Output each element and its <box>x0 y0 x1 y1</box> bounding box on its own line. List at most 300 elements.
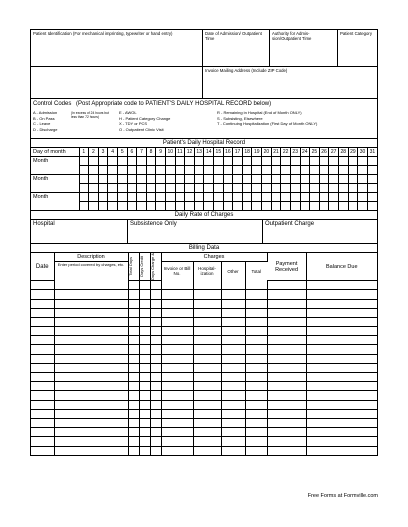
billing-entry-cell[interactable] <box>221 363 245 372</box>
day-entry-cell[interactable] <box>214 156 224 165</box>
billing-entry-cell[interactable] <box>128 345 139 354</box>
day-entry-cell[interactable] <box>262 174 272 183</box>
billing-entry-cell[interactable] <box>31 299 54 308</box>
billing-entry-cell[interactable] <box>193 308 221 317</box>
billing-entry-cell[interactable] <box>128 428 139 437</box>
billing-entry-cell[interactable] <box>306 363 377 372</box>
billing-entry-cell[interactable] <box>245 290 267 299</box>
day-entry-cell[interactable] <box>165 156 175 165</box>
billing-entry-cell[interactable] <box>128 391 139 400</box>
billing-entry-cell[interactable] <box>245 299 267 308</box>
billing-entry-cell[interactable] <box>161 354 193 363</box>
day-entry-cell[interactable] <box>146 192 156 201</box>
billing-entry-cell[interactable] <box>221 327 245 336</box>
day-entry-cell[interactable] <box>89 156 99 165</box>
billing-entry-cell[interactable] <box>139 290 150 299</box>
day-entry-cell[interactable] <box>348 165 358 174</box>
billing-entry-cell[interactable] <box>267 418 306 427</box>
billing-entry-cell[interactable] <box>161 317 193 326</box>
billing-entry-cell[interactable] <box>128 363 139 372</box>
day-entry-cell[interactable] <box>165 183 175 192</box>
billing-entry-cell[interactable] <box>245 373 267 382</box>
billing-entry-cell[interactable] <box>267 299 306 308</box>
day-entry-cell[interactable] <box>319 174 329 183</box>
day-entry-cell[interactable] <box>300 183 310 192</box>
billing-entry-cell[interactable] <box>139 308 150 317</box>
day-entry-cell[interactable] <box>329 165 339 174</box>
day-entry-cell[interactable] <box>242 156 252 165</box>
billing-entry-cell[interactable] <box>150 437 161 446</box>
day-entry-cell[interactable] <box>319 201 329 210</box>
billing-entry-cell[interactable] <box>150 308 161 317</box>
day-entry-cell[interactable] <box>79 183 89 192</box>
billing-entry-cell[interactable] <box>128 400 139 409</box>
day-entry-cell[interactable] <box>310 165 320 174</box>
day-entry-cell[interactable] <box>156 156 166 165</box>
billing-entry-cell[interactable] <box>31 391 54 400</box>
billing-entry-cell[interactable] <box>306 428 377 437</box>
billing-entry-cell[interactable] <box>245 308 267 317</box>
billing-entry-cell[interactable] <box>139 363 150 372</box>
day-entry-cell[interactable] <box>146 183 156 192</box>
day-entry-cell[interactable] <box>98 201 108 210</box>
day-entry-cell[interactable] <box>194 156 204 165</box>
billing-entry-cell[interactable] <box>139 317 150 326</box>
day-entry-cell[interactable] <box>194 174 204 183</box>
billing-entry-cell[interactable] <box>54 363 128 372</box>
billing-entry-cell[interactable] <box>150 336 161 345</box>
billing-entry-cell[interactable] <box>193 354 221 363</box>
billing-entry-cell[interactable] <box>306 327 377 336</box>
billing-entry-cell[interactable] <box>221 409 245 418</box>
day-entry-cell[interactable] <box>204 174 214 183</box>
day-entry-cell[interactable] <box>185 183 195 192</box>
billing-entry-cell[interactable] <box>193 336 221 345</box>
day-entry-cell[interactable] <box>117 201 127 210</box>
billing-entry-cell[interactable] <box>150 400 161 409</box>
day-entry-cell[interactable] <box>281 156 291 165</box>
day-entry-cell[interactable] <box>194 192 204 201</box>
day-entry-cell[interactable] <box>89 183 99 192</box>
billing-entry-cell[interactable] <box>306 336 377 345</box>
billing-entry-cell[interactable] <box>193 299 221 308</box>
day-entry-cell[interactable] <box>98 183 108 192</box>
day-entry-cell[interactable] <box>367 165 377 174</box>
billing-entry-cell[interactable] <box>31 382 54 391</box>
billing-entry-cell[interactable] <box>306 437 377 446</box>
day-entry-cell[interactable] <box>214 183 224 192</box>
day-entry-cell[interactable] <box>233 192 243 201</box>
day-entry-cell[interactable] <box>108 192 118 201</box>
patient-category-field[interactable]: Patient Category <box>340 31 373 36</box>
day-entry-cell[interactable] <box>79 174 89 183</box>
day-entry-cell[interactable] <box>310 192 320 201</box>
billing-entry-cell[interactable] <box>193 437 221 446</box>
billing-entry-cell[interactable] <box>31 354 54 363</box>
billing-entry-cell[interactable] <box>139 345 150 354</box>
day-entry-cell[interactable] <box>165 192 175 201</box>
billing-entry-cell[interactable] <box>54 281 128 290</box>
billing-entry-cell[interactable] <box>54 345 128 354</box>
outpatient-rate-field[interactable]: Outpatient Charge <box>265 221 315 227</box>
day-entry-cell[interactable] <box>204 165 214 174</box>
billing-entry-cell[interactable] <box>245 409 267 418</box>
billing-entry-cell[interactable] <box>193 281 221 290</box>
billing-entry-cell[interactable] <box>150 290 161 299</box>
billing-entry-cell[interactable] <box>161 290 193 299</box>
billing-entry-cell[interactable] <box>193 418 221 427</box>
day-entry-cell[interactable] <box>233 156 243 165</box>
billing-entry-cell[interactable] <box>31 345 54 354</box>
billing-entry-cell[interactable] <box>128 281 139 290</box>
billing-entry-cell[interactable] <box>221 382 245 391</box>
billing-entry-cell[interactable] <box>31 363 54 372</box>
day-entry-cell[interactable] <box>137 156 147 165</box>
billing-entry-cell[interactable] <box>221 317 245 326</box>
day-entry-cell[interactable] <box>271 192 281 201</box>
billing-entry-cell[interactable] <box>221 299 245 308</box>
day-entry-cell[interactable] <box>290 165 300 174</box>
billing-entry-cell[interactable] <box>54 391 128 400</box>
billing-entry-cell[interactable] <box>128 290 139 299</box>
day-entry-cell[interactable] <box>262 192 272 201</box>
billing-entry-cell[interactable] <box>221 336 245 345</box>
patient-identification-field[interactable]: Patient Identification (For mechanical imprinting, typewriter or hand entry) <box>31 30 203 66</box>
billing-entry-cell[interactable] <box>267 354 306 363</box>
billing-entry-cell[interactable] <box>54 373 128 382</box>
billing-entry-cell[interactable] <box>139 382 150 391</box>
billing-entry-cell[interactable] <box>306 446 377 455</box>
day-entry-cell[interactable] <box>319 192 329 201</box>
day-entry-cell[interactable] <box>300 192 310 201</box>
day-entry-cell[interactable] <box>358 183 368 192</box>
billing-entry-cell[interactable] <box>139 336 150 345</box>
billing-entry-cell[interactable] <box>193 345 221 354</box>
billing-entry-cell[interactable] <box>31 290 54 299</box>
billing-entry-cell[interactable] <box>128 299 139 308</box>
day-entry-cell[interactable] <box>156 165 166 174</box>
day-entry-cell[interactable] <box>271 174 281 183</box>
billing-entry-cell[interactable] <box>161 400 193 409</box>
day-entry-cell[interactable] <box>252 156 262 165</box>
day-entry-cell[interactable] <box>329 183 339 192</box>
billing-entry-cell[interactable] <box>306 382 377 391</box>
billing-entry-cell[interactable] <box>150 428 161 437</box>
day-entry-cell[interactable] <box>165 174 175 183</box>
day-entry-cell[interactable] <box>358 192 368 201</box>
billing-entry-cell[interactable] <box>267 308 306 317</box>
day-entry-cell[interactable] <box>127 183 137 192</box>
day-entry-cell[interactable] <box>214 201 224 210</box>
billing-entry-cell[interactable] <box>139 437 150 446</box>
billing-entry-cell[interactable] <box>221 290 245 299</box>
day-entry-cell[interactable] <box>137 192 147 201</box>
day-entry-cell[interactable] <box>338 183 348 192</box>
day-entry-cell[interactable] <box>242 201 252 210</box>
billing-entry-cell[interactable] <box>139 428 150 437</box>
day-entry-cell[interactable] <box>79 165 89 174</box>
day-entry-cell[interactable] <box>79 201 89 210</box>
billing-entry-cell[interactable] <box>150 299 161 308</box>
day-entry-cell[interactable] <box>127 165 137 174</box>
billing-entry-cell[interactable] <box>54 317 128 326</box>
day-entry-cell[interactable] <box>367 156 377 165</box>
day-entry-cell[interactable] <box>271 165 281 174</box>
day-entry-cell[interactable] <box>233 201 243 210</box>
billing-entry-cell[interactable] <box>193 400 221 409</box>
day-entry-cell[interactable] <box>165 201 175 210</box>
billing-entry-cell[interactable] <box>139 299 150 308</box>
billing-entry-cell[interactable] <box>267 317 306 326</box>
billing-entry-cell[interactable] <box>139 409 150 418</box>
billing-entry-cell[interactable] <box>245 281 267 290</box>
billing-entry-cell[interactable] <box>221 428 245 437</box>
billing-entry-cell[interactable] <box>245 345 267 354</box>
billing-entry-cell[interactable] <box>54 400 128 409</box>
day-entry-cell[interactable] <box>127 192 137 201</box>
day-entry-cell[interactable] <box>117 174 127 183</box>
day-entry-cell[interactable] <box>262 165 272 174</box>
billing-entry-cell[interactable] <box>139 400 150 409</box>
billing-entry-cell[interactable] <box>150 446 161 455</box>
day-entry-cell[interactable] <box>185 174 195 183</box>
hospital-rate-field[interactable]: Hospital <box>31 220 128 243</box>
day-entry-cell[interactable] <box>281 165 291 174</box>
day-entry-cell[interactable] <box>338 201 348 210</box>
day-entry-cell[interactable] <box>204 192 214 201</box>
billing-entry-cell[interactable] <box>31 327 54 336</box>
billing-entry-cell[interactable] <box>221 281 245 290</box>
billing-entry-cell[interactable] <box>267 446 306 455</box>
day-entry-cell[interactable] <box>175 156 185 165</box>
day-entry-cell[interactable] <box>79 192 89 201</box>
day-entry-cell[interactable] <box>348 156 358 165</box>
billing-entry-cell[interactable] <box>221 400 245 409</box>
billing-entry-cell[interactable] <box>193 428 221 437</box>
billing-entry-cell[interactable] <box>306 391 377 400</box>
day-entry-cell[interactable] <box>108 165 118 174</box>
billing-entry-cell[interactable] <box>161 308 193 317</box>
billing-entry-cell[interactable] <box>54 428 128 437</box>
day-entry-cell[interactable] <box>98 174 108 183</box>
day-entry-cell[interactable] <box>89 174 99 183</box>
day-entry-cell[interactable] <box>310 201 320 210</box>
day-entry-cell[interactable] <box>242 174 252 183</box>
day-entry-cell[interactable] <box>338 192 348 201</box>
day-entry-cell[interactable] <box>185 156 195 165</box>
day-entry-cell[interactable] <box>185 201 195 210</box>
day-entry-cell[interactable] <box>310 156 320 165</box>
day-entry-cell[interactable] <box>98 165 108 174</box>
billing-entry-cell[interactable] <box>139 446 150 455</box>
billing-entry-cell[interactable] <box>221 373 245 382</box>
billing-entry-cell[interactable] <box>31 418 54 427</box>
billing-entry-cell[interactable] <box>128 308 139 317</box>
day-entry-cell[interactable] <box>146 156 156 165</box>
billing-entry-cell[interactable] <box>245 317 267 326</box>
billing-entry-cell[interactable] <box>54 299 128 308</box>
day-entry-cell[interactable] <box>252 183 262 192</box>
billing-entry-cell[interactable] <box>193 391 221 400</box>
billing-entry-cell[interactable] <box>161 363 193 372</box>
day-entry-cell[interactable] <box>348 192 358 201</box>
billing-entry-cell[interactable] <box>306 317 377 326</box>
day-entry-cell[interactable] <box>214 165 224 174</box>
day-entry-cell[interactable] <box>329 156 339 165</box>
billing-entry-cell[interactable] <box>128 409 139 418</box>
day-entry-cell[interactable] <box>127 174 137 183</box>
billing-entry-cell[interactable] <box>267 281 306 290</box>
day-entry-cell[interactable] <box>233 174 243 183</box>
day-entry-cell[interactable] <box>233 165 243 174</box>
day-entry-cell[interactable] <box>310 183 320 192</box>
day-entry-cell[interactable] <box>367 174 377 183</box>
day-entry-cell[interactable] <box>358 174 368 183</box>
day-entry-cell[interactable] <box>367 192 377 201</box>
billing-entry-cell[interactable] <box>267 327 306 336</box>
billing-entry-cell[interactable] <box>267 336 306 345</box>
billing-entry-cell[interactable] <box>31 428 54 437</box>
day-entry-cell[interactable] <box>194 201 204 210</box>
day-entry-cell[interactable] <box>223 174 233 183</box>
day-entry-cell[interactable] <box>98 192 108 201</box>
billing-entry-cell[interactable] <box>161 345 193 354</box>
billing-entry-cell[interactable] <box>31 281 54 290</box>
billing-entry-cell[interactable] <box>128 382 139 391</box>
day-entry-cell[interactable] <box>175 192 185 201</box>
billing-entry-cell[interactable] <box>306 281 377 290</box>
day-entry-cell[interactable] <box>300 201 310 210</box>
day-entry-cell[interactable] <box>156 192 166 201</box>
billing-entry-cell[interactable] <box>139 354 150 363</box>
day-entry-cell[interactable] <box>137 165 147 174</box>
billing-entry-cell[interactable] <box>161 327 193 336</box>
billing-entry-cell[interactable] <box>128 317 139 326</box>
day-entry-cell[interactable] <box>137 174 147 183</box>
billing-entry-cell[interactable] <box>54 308 128 317</box>
day-entry-cell[interactable] <box>233 183 243 192</box>
billing-entry-cell[interactable] <box>150 363 161 372</box>
billing-entry-cell[interactable] <box>139 327 150 336</box>
day-entry-cell[interactable] <box>175 174 185 183</box>
day-entry-cell[interactable] <box>223 156 233 165</box>
day-entry-cell[interactable] <box>204 201 214 210</box>
day-entry-cell[interactable] <box>300 174 310 183</box>
billing-entry-cell[interactable] <box>221 308 245 317</box>
day-entry-cell[interactable] <box>175 201 185 210</box>
billing-entry-cell[interactable] <box>193 446 221 455</box>
day-entry-cell[interactable] <box>175 183 185 192</box>
billing-entry-cell[interactable] <box>31 308 54 317</box>
day-entry-cell[interactable] <box>146 201 156 210</box>
billing-entry-cell[interactable] <box>267 428 306 437</box>
day-entry-cell[interactable] <box>242 192 252 201</box>
billing-entry-cell[interactable] <box>193 363 221 372</box>
billing-entry-cell[interactable] <box>245 428 267 437</box>
billing-entry-cell[interactable] <box>150 345 161 354</box>
billing-entry-cell[interactable] <box>150 418 161 427</box>
day-entry-cell[interactable] <box>281 201 291 210</box>
day-entry-cell[interactable] <box>310 174 320 183</box>
billing-entry-cell[interactable] <box>267 290 306 299</box>
billing-entry-cell[interactable] <box>221 345 245 354</box>
day-entry-cell[interactable] <box>348 174 358 183</box>
billing-entry-cell[interactable] <box>267 363 306 372</box>
day-entry-cell[interactable] <box>358 156 368 165</box>
billing-entry-cell[interactable] <box>267 391 306 400</box>
billing-entry-cell[interactable] <box>150 281 161 290</box>
day-entry-cell[interactable] <box>89 201 99 210</box>
day-entry-cell[interactable] <box>194 165 204 174</box>
day-entry-cell[interactable] <box>79 156 89 165</box>
day-entry-cell[interactable] <box>137 201 147 210</box>
billing-entry-cell[interactable] <box>193 327 221 336</box>
admission-date-field[interactable]: Date of Admission/ Outpatient Time <box>203 30 270 66</box>
billing-entry-cell[interactable] <box>31 317 54 326</box>
billing-entry-cell[interactable] <box>193 290 221 299</box>
billing-entry-cell[interactable] <box>161 382 193 391</box>
billing-entry-cell[interactable] <box>306 290 377 299</box>
day-entry-cell[interactable] <box>156 201 166 210</box>
day-entry-cell[interactable] <box>348 201 358 210</box>
billing-entry-cell[interactable] <box>31 437 54 446</box>
day-entry-cell[interactable] <box>146 165 156 174</box>
day-entry-cell[interactable] <box>108 174 118 183</box>
billing-entry-cell[interactable] <box>221 437 245 446</box>
day-entry-cell[interactable] <box>108 156 118 165</box>
day-entry-cell[interactable] <box>252 201 262 210</box>
day-entry-cell[interactable] <box>165 165 175 174</box>
day-entry-cell[interactable] <box>358 165 368 174</box>
billing-entry-cell[interactable] <box>245 446 267 455</box>
day-entry-cell[interactable] <box>204 183 214 192</box>
billing-entry-cell[interactable] <box>306 409 377 418</box>
day-entry-cell[interactable] <box>319 165 329 174</box>
day-entry-cell[interactable] <box>338 165 348 174</box>
day-entry-cell[interactable] <box>290 156 300 165</box>
billing-entry-cell[interactable] <box>161 373 193 382</box>
billing-entry-cell[interactable] <box>150 317 161 326</box>
billing-entry-cell[interactable] <box>306 354 377 363</box>
billing-entry-cell[interactable] <box>193 317 221 326</box>
billing-entry-cell[interactable] <box>54 382 128 391</box>
billing-entry-cell[interactable] <box>128 373 139 382</box>
billing-entry-cell[interactable] <box>139 418 150 427</box>
billing-entry-cell[interactable] <box>128 446 139 455</box>
billing-entry-cell[interactable] <box>245 400 267 409</box>
day-entry-cell[interactable] <box>319 156 329 165</box>
billing-entry-cell[interactable] <box>245 391 267 400</box>
billing-entry-cell[interactable] <box>267 400 306 409</box>
billing-entry-cell[interactable] <box>221 391 245 400</box>
billing-entry-cell[interactable] <box>306 345 377 354</box>
day-entry-cell[interactable] <box>204 156 214 165</box>
day-entry-cell[interactable] <box>252 174 262 183</box>
day-entry-cell[interactable] <box>290 174 300 183</box>
billing-entry-cell[interactable] <box>193 409 221 418</box>
day-entry-cell[interactable] <box>281 174 291 183</box>
billing-entry-cell[interactable] <box>139 391 150 400</box>
billing-entry-cell[interactable] <box>31 446 54 455</box>
billing-entry-cell[interactable] <box>150 327 161 336</box>
billing-entry-cell[interactable] <box>31 373 54 382</box>
billing-entry-cell[interactable] <box>267 373 306 382</box>
billing-entry-cell[interactable] <box>139 281 150 290</box>
day-entry-cell[interactable] <box>367 183 377 192</box>
day-entry-cell[interactable] <box>137 183 147 192</box>
billing-entry-cell[interactable] <box>128 336 139 345</box>
billing-entry-cell[interactable] <box>150 382 161 391</box>
